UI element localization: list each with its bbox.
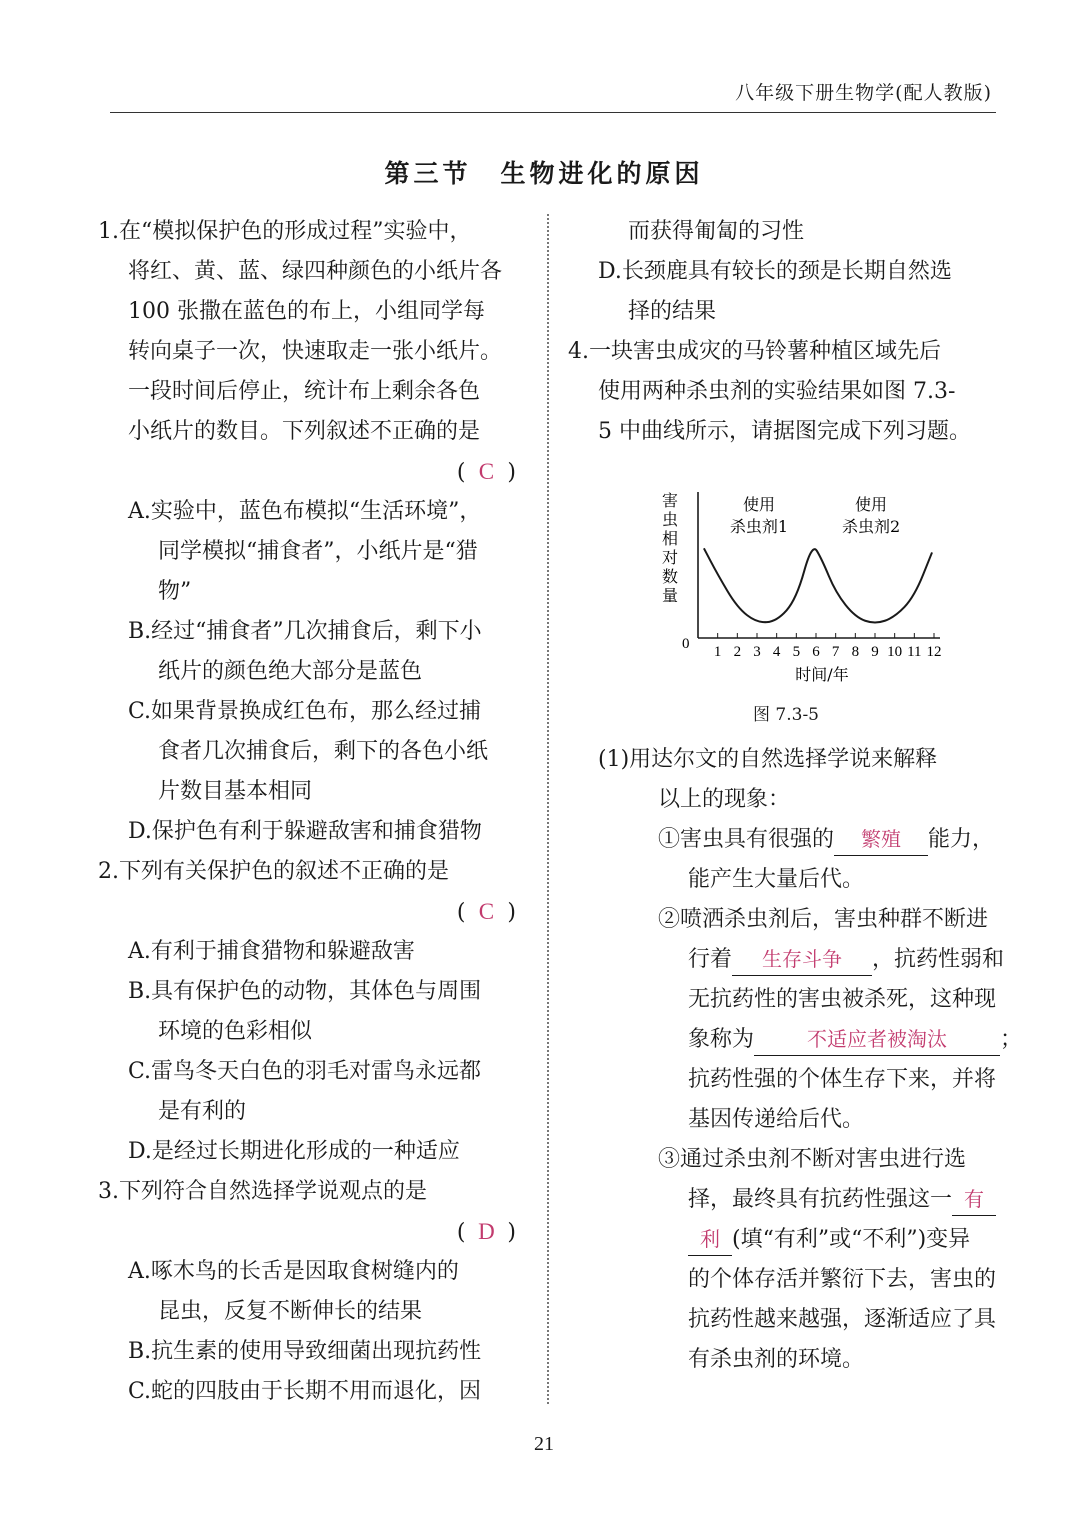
q3-option-a: A.啄木鸟的长舌是因取食树缝内的 xyxy=(128,1259,459,1284)
x-tick-label: 12 xyxy=(926,644,942,660)
annotation-label-1: 使用 xyxy=(742,495,775,514)
q2-answer: C xyxy=(478,899,495,924)
q4-point2: ②喷洒杀虫剂后，害虫种群不断进 xyxy=(658,907,989,932)
x-tick-label: 2 xyxy=(733,644,742,660)
x-tick-label: 11 xyxy=(907,644,922,660)
y-axis-label: 数 xyxy=(661,567,679,586)
q4-point2: 抗药性强的个体生存下来，并将 xyxy=(688,1067,997,1092)
q2-option-b: 环境的色彩相似 xyxy=(158,1019,313,1044)
q1-option-c: C.如果背景换成红色布，那么经过捕 xyxy=(128,699,482,724)
x-tick-label: 9 xyxy=(871,644,879,660)
q1-option-c: 片数目基本相同 xyxy=(158,779,313,804)
x-tick-label: 8 xyxy=(851,644,860,660)
pest-chart xyxy=(650,488,950,684)
q1-option-b: 纸片的颜色绝大部分是蓝色 xyxy=(158,659,423,684)
y-axis-label: 对 xyxy=(661,548,679,567)
origin-label: 0 xyxy=(682,636,690,652)
q2-option-c: C.雷鸟冬天白色的羽毛对雷鸟永远都 xyxy=(128,1059,482,1084)
q1-stem-line: 小纸片的数目。下列叙述不正确的是 xyxy=(128,419,481,444)
right-column xyxy=(568,212,1004,452)
annotation-label-1: 杀虫剂1 xyxy=(729,517,789,536)
q4-point3: 利 (填“有利”或“不利”)变异 xyxy=(568,1220,1004,1260)
x-tick-label: 4 xyxy=(772,644,781,660)
q1-stem-line: 将红、黄、蓝、绿四种颜色的小纸片各 xyxy=(128,259,503,284)
q3-answer-box: ( D ) xyxy=(98,1212,534,1252)
q4-point2: 象称为 不适应者被淘汰 ； xyxy=(568,1020,1004,1060)
q4-stem-line: 4.一块害虫成灾的马铃薯种植区域先后 xyxy=(568,339,941,364)
x-tick-label: 6 xyxy=(812,644,820,660)
q4-point2: 基因传递给后代。 xyxy=(688,1107,865,1132)
q3-option-c: C.蛇的四肢由于长期不用而退化，因 xyxy=(128,1379,482,1404)
section-title: 第三节 生物进化的原因 xyxy=(384,159,704,188)
pest-population-line xyxy=(704,548,932,622)
q3-option-d: D.长颈鹿具有较长的颈是长期自然选 xyxy=(598,259,952,284)
q3-option-c: 而获得匍匐的习性 xyxy=(628,219,805,244)
q1-stem-line: 一段时间后停止，统计布上剩余各色 xyxy=(128,379,481,404)
y-axis-label: 相 xyxy=(661,529,679,548)
q2-stem: 2.下列有关保护色的叙述不正确的是 xyxy=(98,859,449,884)
q1-option-c: 食者几次捕食后，剩下的各色小纸 xyxy=(158,739,489,764)
q4-point3: 的个体存活并繁衍下去，害虫的 xyxy=(688,1267,997,1292)
q3-option-a: 昆虫，反复不断伸长的结果 xyxy=(158,1299,423,1324)
blank-4-cont[interactable]: 利 xyxy=(688,1224,732,1256)
q4-point1: 能产生大量后代。 xyxy=(688,867,865,892)
q4-point3: 择，最终具有抗药性强这一 有 xyxy=(568,1180,1004,1220)
q1-option-d: D.保护色有利于躲避敌害和捕食猎物 xyxy=(128,819,482,844)
q4-stem-line: 5 中曲线所示，请据图完成下列习题。 xyxy=(598,419,971,444)
q4-point2: 无抗药性的害虫被杀死，这种现 xyxy=(688,987,997,1012)
q1-option-a: A.实验中，蓝色布模拟“生活环境”， xyxy=(128,499,482,524)
left-column xyxy=(98,212,534,1412)
figure-caption: 图 7.3-5 xyxy=(753,705,819,725)
y-axis-label: 量 xyxy=(661,586,679,605)
q1-option-b: B.经过“捕食者”几次捕食后，剩下小 xyxy=(128,619,482,644)
q2-option-a: A.有利于捕食猎物和躲避敌害 xyxy=(128,939,415,964)
q4-sub1: (1)用达尔文的自然选择学说来解释 xyxy=(598,747,938,772)
q3-option-b: B.抗生素的使用导致细菌出现抗药性 xyxy=(128,1339,482,1364)
q3-option-d: 择的结果 xyxy=(628,299,717,324)
q1-option-a: 同学模拟“捕食者”，小纸片是“猎 xyxy=(158,539,478,564)
q3-answer: D xyxy=(478,1219,495,1244)
annotation-label-2: 使用 xyxy=(855,495,888,514)
y-axis-label: 虫 xyxy=(661,510,679,529)
q4-sub1: 以上的现象： xyxy=(658,787,791,812)
y-axis-label: 害 xyxy=(661,491,679,510)
q1-stem-line: 转向桌子一次，快速取走一张小纸片。 xyxy=(128,339,503,364)
x-tick-label: 10 xyxy=(887,644,903,660)
q4-point3: 抗药性越来越强，逐渐适应了具 xyxy=(688,1307,997,1332)
page-number: 21 xyxy=(534,1433,554,1455)
q1-answer: C xyxy=(478,459,495,484)
x-tick-label: 1 xyxy=(713,644,722,660)
q4-point2: 行着 生存斗争 ，抗药性弱和 xyxy=(568,940,1004,980)
x-tick-label: 7 xyxy=(831,644,840,660)
x-axis-label: 时间/年 xyxy=(795,665,849,684)
blank-4[interactable]: 有 xyxy=(952,1184,996,1216)
pest-chart-svg xyxy=(650,488,950,684)
q1-stem-line: 100 张撒在蓝色的布上，小组同学每 xyxy=(128,299,485,324)
q4-point1: ①害虫具有很强的 繁殖 能力， xyxy=(568,820,1004,860)
header-rule xyxy=(110,112,996,113)
right-column-lower xyxy=(568,740,1023,1380)
q1-answer-box: ( C ) xyxy=(98,452,534,492)
blank-1[interactable]: 繁殖 xyxy=(834,824,928,856)
blank-2[interactable]: 生存斗争 xyxy=(732,944,872,976)
q1-option-a: 物” xyxy=(158,579,192,604)
column-divider xyxy=(547,214,549,1404)
blank-3[interactable]: 不适应者被淘汰 xyxy=(754,1024,1000,1056)
q2-option-c: 是有利的 xyxy=(158,1099,247,1124)
x-tick-label: 5 xyxy=(792,644,801,660)
q2-option-b: B.具有保护色的动物，其体色与周围 xyxy=(128,979,482,1004)
q2-option-d: D.是经过长期进化形成的一种适应 xyxy=(128,1139,460,1164)
q2-answer-box: ( C ) xyxy=(98,892,534,932)
q4-stem-line: 使用两种杀虫剂的实验结果如图 7.3- xyxy=(598,379,956,404)
annotation-label-2: 杀虫剂2 xyxy=(841,517,901,536)
q4-point3: 有杀虫剂的环境。 xyxy=(688,1347,865,1372)
x-tick-label: 3 xyxy=(753,644,761,660)
q1-stem-line: 1.在“模拟保护色的形成过程”实验中， xyxy=(98,219,472,244)
page-header: 八年级下册生物学(配人教版) xyxy=(735,82,992,104)
q3-stem: 3.下列符合自然选择学说观点的是 xyxy=(98,1179,427,1204)
q4-point3: ③通过杀虫剂不断对害虫进行选 xyxy=(658,1147,967,1172)
